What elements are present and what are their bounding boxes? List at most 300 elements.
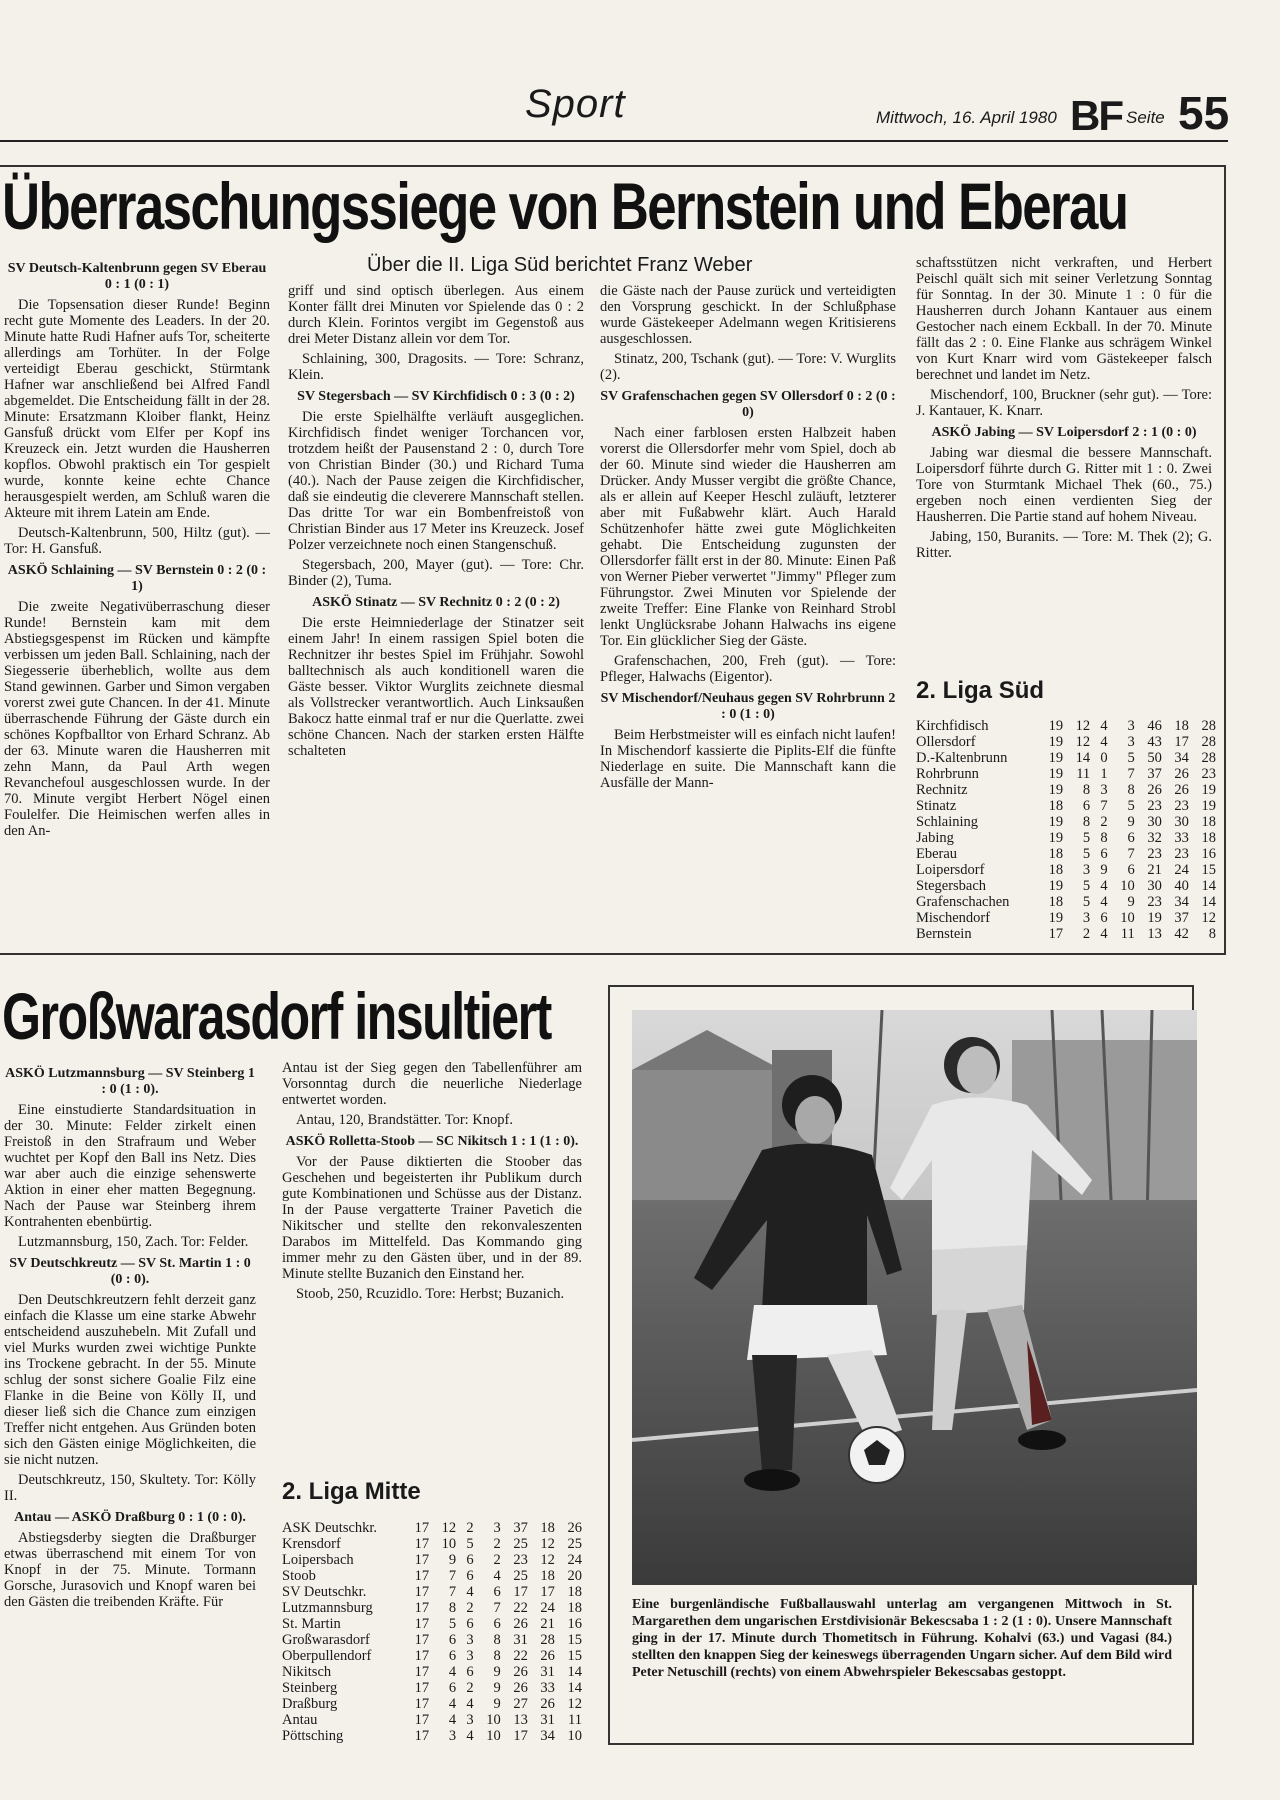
table-cell: 19	[1147, 910, 1162, 926]
story1-column-1	[4, 255, 270, 945]
table-row	[916, 878, 1216, 894]
match-result-line: Antau, 120, Brandstätter. Tor: Knopf.	[296, 1112, 513, 1128]
top-story-byline: Über die II. Liga Süd berichtet Franz Weber	[367, 254, 753, 276]
table-cell: 21	[540, 1616, 555, 1632]
table-cell: 12	[1201, 910, 1216, 926]
team-name: Loipersdorf	[916, 862, 985, 878]
table-cell: 28	[1201, 734, 1216, 750]
team-name: ASK Deutschkr.	[282, 1520, 378, 1536]
table-cell: 28	[1201, 750, 1216, 766]
table-cell: 17	[414, 1664, 430, 1680]
table-cell: 19	[1048, 718, 1064, 734]
table-cell: 26	[540, 1696, 555, 1712]
table-cell: 4	[1100, 718, 1108, 734]
table-cell: 6	[466, 1616, 474, 1632]
table-cell: 5	[1082, 894, 1091, 910]
table-cell: 28	[1201, 718, 1216, 734]
table-cell: 13	[513, 1712, 528, 1728]
match-report: Vor der Pause diktierten die Stoober das Geschehen und begeisterten ihr Publikum durch gute Kombinationen und Schüsse aus der Distanz. In der Pause vergatterte Trainer Pavetich die Nikitscher und stellte den rekonvaleszenten Darabos im Mittelfeld. Das Kommando ging immer mehr zu den Gästen über, und in der 89. Minute stellte Buzanich den Einstand her.	[282, 1154, 582, 1282]
table-cell: 3	[1082, 862, 1091, 878]
table-cell: 17	[414, 1728, 430, 1744]
table-cell: 6	[1127, 862, 1135, 878]
table-cell: 0	[1100, 750, 1108, 766]
section-title: Sport	[525, 82, 626, 126]
table-cell: 6	[1100, 910, 1108, 926]
table-cell: 18	[1201, 830, 1216, 846]
table-cell: 4	[1100, 734, 1108, 750]
table-cell: 32	[1147, 830, 1162, 846]
table-row	[282, 1600, 582, 1616]
match-heading: ASKÖ Schlaining — SV Bernstein 0 : 2 (0 : 1)	[7, 563, 267, 594]
match-report: Eine einstudierte Standardsituation in der 30. Minute: Felder zirkelt einen Freistoß in den Strafraum und Weber wuchtet per Kopf den Ball ins Netz. Dies war aber auch die einzige sehenswerte Aktion in einer eher matten Begegnung. Nach der Pause war Steinberg ihrem Kontrahenten ebenbürtig.	[4, 1102, 256, 1230]
match-report: Jabing war diesmal die bessere Mannschaft. Loipersdorf führte durch G. Ritter mit 1 : 0. Zwei Tore von Sturmtank Michael Thek (60., 75.) ergeben noch einen verdienten Sieg der Hausherren. Die Partie stand auf hohem Niveau.	[916, 445, 1212, 525]
table-cell: 11	[1120, 926, 1135, 942]
table-cell: 23	[1147, 846, 1162, 862]
match-result-line: Deutschkreutz, 150, Skultety. Tor: Kölly II.	[4, 1472, 256, 1504]
table-row	[916, 862, 1216, 878]
table-cell: 3	[466, 1648, 474, 1664]
match-report: Antau ist der Sieg gegen den Tabellenführer am Vorsonntag durch die neuerliche Niederlage entwertet worden.	[282, 1060, 582, 1108]
table-row	[916, 734, 1216, 750]
table-cell: 19	[1048, 814, 1064, 830]
team-name: Grafenschachen	[916, 894, 1010, 910]
table-cell: 2	[1082, 926, 1091, 942]
table-row	[916, 846, 1216, 862]
table-cell: 18	[1048, 862, 1064, 878]
table-cell: 13	[1147, 926, 1162, 942]
table-cell: 4	[466, 1728, 474, 1744]
match-result-line: Jabing, 150, Buranits. — Tore: M. Thek (2); G. Ritter.	[916, 529, 1212, 561]
story1-column-2	[288, 283, 584, 948]
table-row	[916, 814, 1216, 830]
table-cell: 11	[568, 1712, 582, 1728]
table-cell: 31	[540, 1712, 555, 1728]
table-cell: 2	[466, 1680, 474, 1696]
table-cell: 30	[1174, 814, 1189, 830]
team-name: Oberpullendorf	[282, 1648, 372, 1664]
table-row	[916, 830, 1216, 846]
table-cell: 8	[1208, 926, 1216, 942]
match-result-line: Stoob, 250, Rcuzidlo. Tore: Herbst; Buzanich.	[296, 1286, 565, 1302]
table-cell: 40	[1174, 878, 1189, 894]
table-row	[282, 1584, 582, 1600]
match-report: Abstiegsderby siegten die Draßburger etwas überraschend mit einem Tor von Knopf in der 75. Minute. Tormann Gorsche, Jurasovich und Knopf waren bei den Gästen die treibenden Kräfte. Für	[4, 1530, 256, 1610]
table-row	[282, 1648, 582, 1664]
table-row	[916, 910, 1216, 926]
table-cell: 3	[1082, 910, 1091, 926]
story2-column-1	[4, 1060, 256, 1780]
table-cell: 18	[1048, 798, 1064, 814]
table-cell: 18	[1174, 718, 1189, 734]
table-cell: 19	[1048, 910, 1064, 926]
table-cell: 42	[1174, 926, 1189, 942]
team-name: Pöttsching	[282, 1728, 344, 1744]
table-cell: 17	[414, 1568, 430, 1584]
table-cell: 17	[414, 1632, 430, 1648]
team-name: Rohrbrunn	[916, 766, 979, 782]
table-cell: 4	[1100, 894, 1108, 910]
football-photo-illustration	[632, 1010, 1197, 1585]
table-cell: 18	[567, 1584, 582, 1600]
table-cell: 17	[414, 1696, 430, 1712]
table-cell: 23	[1147, 798, 1162, 814]
table-cell: 17	[414, 1536, 430, 1552]
table-cell: 6	[448, 1680, 457, 1696]
table-cell: 23	[1174, 798, 1189, 814]
table-cell: 10	[486, 1712, 501, 1728]
table-row	[916, 798, 1216, 814]
team-name: St. Martin	[282, 1616, 341, 1632]
table-cell: 18	[567, 1600, 582, 1616]
table-cell: 9	[448, 1552, 457, 1568]
match-heading: Antau — ASKÖ Draßburg 0 : 1 (0 : 0).	[14, 1510, 246, 1525]
table-cell: 5	[1082, 846, 1091, 862]
table-cell: 6	[493, 1616, 501, 1632]
team-name: Mischendorf	[916, 910, 991, 926]
table-cell: 23	[1201, 766, 1216, 782]
team-name: Bernstein	[916, 926, 972, 942]
table-cell: 26	[540, 1648, 555, 1664]
table-cell: 18	[540, 1520, 555, 1536]
table-cell: 12	[441, 1520, 457, 1536]
table-cell: 37	[1174, 910, 1189, 926]
story1-column-3	[600, 283, 896, 948]
table-cell: 21	[1147, 862, 1162, 878]
table-cell: 50	[1147, 750, 1162, 766]
table-cell: 18	[540, 1568, 555, 1584]
team-name: SV Deutschkr.	[282, 1584, 367, 1600]
match-heading: ASKÖ Jabing — SV Loipersdorf 2 : 1 (0 : 0)	[931, 425, 1197, 440]
table-cell: 17	[414, 1552, 430, 1568]
table-cell: 6	[466, 1664, 474, 1680]
team-name: Jabing	[916, 830, 954, 846]
table-cell: 17	[414, 1520, 430, 1536]
standings-table	[916, 718, 1216, 942]
team-name: Stinatz	[916, 798, 957, 814]
table-cell: 17	[1048, 926, 1064, 942]
newspaper-logo: BF	[1070, 92, 1122, 139]
table-cell: 17	[513, 1584, 528, 1600]
match-result-line: Schlaining, 300, Dragosits. — Tore: Schranz, Klein.	[288, 351, 584, 383]
team-name: D.-Kaltenbrunn	[916, 750, 1008, 766]
table-row	[282, 1552, 582, 1568]
match-heading: SV Stegersbach — SV Kirchfidisch 0 : 3 (0 : 2)	[297, 389, 575, 404]
table-row	[282, 1680, 582, 1696]
team-name: Ollersdorf	[916, 734, 976, 750]
table-cell: 7	[448, 1568, 457, 1584]
table-cell: 11	[1076, 766, 1091, 782]
table-cell: 2	[466, 1600, 474, 1616]
match-heading: ASKÖ Lutzmannsburg — SV Steinberg 1 : 0 (1 : 0).	[5, 1066, 255, 1097]
team-name: Kirchfidisch	[916, 718, 989, 734]
team-name: Draßburg	[282, 1696, 338, 1712]
table-cell: 43	[1147, 734, 1162, 750]
table-cell: 14	[1201, 894, 1216, 910]
table-cell: 12	[1075, 718, 1091, 734]
table-cell: 6	[1100, 846, 1108, 862]
match-report: Nach einer farblosen ersten Halbzeit haben vorerst die Ollersdorfer mehr vom Spiel, doch ab der 60. Minute sind wieder die Hausherren am Drücker. Andy Musser vergibt die größte Chance, als er allein auf Keeper Heschl zuläuft, letzterer aber mit Fußabwehr klärt. Auch Harald Schützenhofer hätte zwei gute Möglichkeiten gehabt. Die Entscheidung zugunsten der Ollersdorfer fällt erst in der 80. Minute: Einen Paß von Werner Pieber verwertet "Jimmy" Pfleger zum Führungstor. Zwei Minuten vor Spielende der zweite Treffer: Eine Flanke von Reinhard Strobl lenkt Unglücksrabe Johann Halwachs ins eigene Tor. Ein glücklicher Sieg der Gäste.	[600, 425, 896, 649]
table-cell: 6	[1082, 798, 1091, 814]
league-table-title: 2. Liga Süd	[916, 677, 1045, 704]
table-cell: 24	[540, 1600, 555, 1616]
table-cell: 22	[513, 1648, 528, 1664]
table-cell: 8	[448, 1600, 457, 1616]
table-cell: 16	[567, 1616, 582, 1632]
table-cell: 6	[448, 1632, 457, 1648]
table-cell: 10	[1120, 878, 1135, 894]
table-cell: 9	[1127, 894, 1135, 910]
table-cell: 14	[567, 1664, 582, 1680]
table-cell: 3	[1100, 782, 1108, 798]
table-cell: 17	[513, 1728, 528, 1744]
table-cell: 24	[1174, 862, 1189, 878]
table-cell: 8	[1082, 782, 1091, 798]
header-rule	[0, 140, 1228, 142]
table-cell: 6	[466, 1552, 474, 1568]
table-cell: 4	[466, 1696, 474, 1712]
match-heading: ASKÖ Stinatz — SV Rechnitz 0 : 2 (0 : 2)	[312, 595, 560, 610]
team-name: Eberau	[916, 846, 958, 862]
table-cell: 19	[1048, 782, 1064, 798]
table-cell: 2	[1100, 814, 1108, 830]
match-result-line: Stinatz, 200, Tschank (gut). — Tore: V. Wurglits (2).	[600, 351, 896, 383]
match-heading: SV Deutschkreutz — SV St. Martin 1 : 0 (0 : 0).	[9, 1256, 251, 1287]
league-table-mitte	[282, 1520, 582, 1744]
table-cell: 8	[1127, 782, 1135, 798]
table-cell: 5	[1082, 830, 1091, 846]
table-cell: 34	[1174, 750, 1189, 766]
table-cell: 4	[448, 1696, 457, 1712]
table-cell: 10	[441, 1536, 457, 1552]
match-report: Die erste Heimniederlage der Stinatzer seit einem Jahr! In einem rassigen Spiel boten die Rechnitzer ihr bestes Spiel im Frühjahr. Sowohl balltechnisch als auch konditionell waren die Gäste besser. Viktor Wurglits zeichnete diesmal als Vollstrecker verantwortlich. Auch Linksaußen Bakocz hatte einmal traf er nur die Querlatte. zwei schöne Chancen. Nach der starken ersten Hälfte schalteten	[288, 615, 584, 759]
table-cell: 26	[567, 1520, 582, 1536]
table-cell: 7	[1100, 798, 1108, 814]
table-cell: 4	[448, 1712, 457, 1728]
table-cell: 37	[1147, 766, 1162, 782]
table-cell: 9	[493, 1664, 501, 1680]
table-row	[282, 1728, 582, 1744]
team-name: Schlaining	[916, 814, 979, 830]
table-cell: 19	[1048, 734, 1064, 750]
team-name: Antau	[282, 1712, 318, 1728]
table-cell: 12	[1075, 734, 1091, 750]
table-cell: 23	[513, 1552, 528, 1568]
table-cell: 4	[493, 1568, 501, 1584]
table-cell: 5	[1127, 798, 1135, 814]
table-cell: 17	[1174, 734, 1189, 750]
table-cell: 4	[1100, 878, 1108, 894]
table-cell: 3	[493, 1520, 501, 1536]
match-result-line: Deutsch-Kaltenbrunn, 500, Hiltz (gut). — Tor: H. Gansfuß.	[4, 525, 270, 557]
team-name: Lutzmannsburg	[282, 1600, 373, 1616]
table-cell: 9	[1100, 862, 1108, 878]
table-cell: 23	[1147, 894, 1162, 910]
table-cell: 17	[414, 1616, 430, 1632]
table-cell: 3	[1127, 734, 1135, 750]
table-row	[282, 1616, 582, 1632]
table-row	[282, 1568, 582, 1584]
table-cell: 12	[540, 1536, 555, 1552]
team-name: Stegersbach	[916, 878, 987, 894]
table-row	[282, 1696, 582, 1712]
table-cell: 9	[493, 1680, 501, 1696]
table-cell: 25	[567, 1536, 582, 1552]
table-cell: 25	[513, 1568, 528, 1584]
table-cell: 3	[466, 1712, 474, 1728]
team-name: Loipersbach	[282, 1552, 354, 1568]
match-heading: SV Mischendorf/Neuhaus gegen SV Rohrbrunn 2 : 0 (1 : 0)	[600, 691, 896, 722]
table-cell: 2	[493, 1552, 501, 1568]
table-cell: 17	[414, 1584, 430, 1600]
table-cell: 8	[1082, 814, 1091, 830]
table-cell: 17	[540, 1584, 555, 1600]
table-cell: 18	[1048, 846, 1064, 862]
table-cell: 46	[1147, 718, 1162, 734]
table-cell: 23	[1174, 846, 1189, 862]
match-heading: ASKÖ Rolletta-Stoob — SC Nikitsch 1 : 1 (1 : 0).	[285, 1134, 579, 1149]
table-cell: 17	[414, 1712, 430, 1728]
table-cell: 5	[1127, 750, 1135, 766]
table-cell: 19	[1201, 782, 1216, 798]
table-cell: 5	[448, 1616, 457, 1632]
table-cell: 28	[540, 1632, 555, 1648]
match-report: schaftsstützen nicht verkraften, und Herbert Peischl quält sich mit seiner Verletzung Sonntag für Sonntag. In der 30. Minute 1 : 0 für die Hausherren durch Johann Kantauer aus einem Gestocher nach einem Eckball. In der 70. Minute fällt das 2 : 0. Eine Flanke aus schrägem Winkel von Kurt Knarr wird vom Gästekeeper falsch berechnet und landet im Netz.	[916, 255, 1212, 383]
table-cell: 6	[1127, 830, 1135, 846]
table-cell: 7	[1127, 846, 1135, 862]
team-name: Stoob	[282, 1568, 316, 1584]
match-report: die Gäste nach der Pause zurück und verteidigten den Vorsprung geschickt. In der Schlußphase wurde Gästekeeper Adelmann wegen Kritisierens ausgeschlossen.	[600, 283, 896, 347]
table-cell: 3	[1127, 718, 1135, 734]
table-cell: 4	[448, 1664, 457, 1680]
photo-caption: Eine burgenländische Fußballauswahl unterlag am vergangenen Mittwoch in St. Margarethen dem ungarischen Erstdivisionär Bekescsaba 1 : 2 (1 : 0). Unsere Mannschaft ging in der 17. Minute durch Thometitsch in Führung. Kohalvi (63.) und Vagasi (84.) stellten den knappen Sieg der keineswegs überragenden Ungarn sicher. Auf dem Bild wird Peter Netuschill (rechts) von einem Abwehrspieler Bekescsabas gestoppt.	[632, 1597, 1172, 1680]
table-row	[916, 926, 1216, 942]
table-cell: 19	[1048, 750, 1064, 766]
table-cell: 31	[513, 1632, 528, 1648]
match-heading: SV Deutsch-Kaltenbrunn gegen SV Eberau 0 : 1 (0 : 1)	[7, 261, 267, 292]
table-cell: 19	[1201, 798, 1216, 814]
table-cell: 17	[414, 1600, 430, 1616]
table-cell: 34	[540, 1728, 555, 1744]
story1-column-4	[916, 255, 1212, 685]
table-cell: 22	[513, 1600, 528, 1616]
page-label: Seite	[1126, 108, 1165, 127]
table-cell: 6	[448, 1648, 457, 1664]
table-row	[916, 718, 1216, 734]
match-report: Die Topsensation dieser Runde! Beginn recht gute Momente des Leaders. In der 20. Minute hatte Rudi Hafner aufs Tor, scheiterte allerdings am Torhüter. In der Folge verteidigt Eberau geschickt, Stürmtank Hafner war anschließend bei Alfred Fandl abgemeldet. Die Entscheidung fällt in der 28. Minute: Ersatzmann Kloiber flankt, Heinz Gansfuß drückt vom Elfer per Kopf ins Kreuzeck ein. Jetzt wurden die Hausherren kopflos. Obwohl praktisch ein Tor gespielt wurde, konnte keine echte Chance herausgespielt werden, am Schluß waren die Akteure mit ihrem Latein am Ende.	[4, 297, 270, 521]
team-name: Steinberg	[282, 1680, 338, 1696]
table-cell: 5	[466, 1536, 474, 1552]
team-name: Rechnitz	[916, 782, 968, 798]
table-cell: 6	[493, 1584, 501, 1600]
table-cell: 8	[1100, 830, 1108, 846]
table-cell: 9	[493, 1696, 501, 1712]
table-cell: 37	[513, 1520, 528, 1536]
table-row	[916, 766, 1216, 782]
table-cell: 17	[414, 1648, 430, 1664]
table-cell: 26	[1174, 766, 1189, 782]
table-cell: 10	[567, 1728, 582, 1744]
table-row	[282, 1664, 582, 1680]
table-cell: 14	[1075, 750, 1091, 766]
table-cell: 4	[466, 1584, 474, 1600]
story2-column-2	[282, 1060, 582, 1470]
table-cell: 19	[1048, 766, 1064, 782]
table-cell: 14	[567, 1680, 582, 1696]
table-cell: 9	[1127, 814, 1135, 830]
table-cell: 26	[513, 1680, 528, 1696]
table-cell: 26	[513, 1664, 528, 1680]
table-cell: 18	[1048, 894, 1064, 910]
table-cell: 25	[513, 1536, 528, 1552]
page-number: 55	[1178, 87, 1230, 139]
match-result-line: Stegersbach, 200, Mayer (gut). — Tore: Chr. Binder (2), Tuma.	[288, 557, 584, 589]
table-cell: 7	[448, 1584, 457, 1600]
table-cell: 2	[493, 1536, 501, 1552]
table-cell: 15	[567, 1632, 582, 1648]
match-report: Die erste Spielhälfte verläuft ausgeglichen. Kirchfidisch findet weniger Torchancen vor, trotzdem heißt der Pausenstand 2 : 0, durch Tore von Christian Binder (30.) und Richard Tuma (40.). Nach der Pause zeigen die Kirchfidischer, daß sie eindeutig die cleverere Mannschaft stellen. Das dritte Tor war ein Bombenfreistoß von Christian Binder aus 17 Meter ins Kreuzeck. Josef Polzer verzeichnete noch einen Stangenschuß.	[288, 409, 584, 553]
table-cell: 3	[448, 1728, 457, 1744]
table-cell: 26	[1174, 782, 1189, 798]
team-name: Großwarasdorf	[282, 1632, 370, 1648]
second-story-headline: Großwarasdorf insultiert	[2, 979, 551, 1053]
table-cell: 19	[1048, 830, 1064, 846]
team-name: Krensdorf	[282, 1536, 341, 1552]
table-cell: 30	[1147, 878, 1162, 894]
table-cell: 19	[1048, 878, 1064, 894]
table-row	[916, 750, 1216, 766]
table-cell: 10	[486, 1728, 501, 1744]
table-cell: 31	[540, 1664, 555, 1680]
table-row	[282, 1632, 582, 1648]
table-cell: 14	[1201, 878, 1216, 894]
match-heading: SV Grafenschachen gegen SV Ollersdorf 0 : 2 (0 : 0)	[600, 389, 896, 420]
match-report: griff und sind optisch überlegen. Aus einem Konter fällt drei Minuten vor Spielende das 0 : 2 durch Klein. Forintos vergibt im Gegenstoß aus drei Meter Distanz allein vor dem Tor.	[288, 283, 584, 347]
table-cell: 7	[493, 1600, 501, 1616]
table-cell: 26	[1147, 782, 1162, 798]
match-report: Die zweite Negativüberraschung dieser Runde! Bernstein kam mit dem Abstiegsgespenst im Rücken und kämpfte verbissen um jeden Ball. Schlaining, nach der Siegesserie überheblich, wollte aus dem Stand gewinnen. Garber und Simon vergaben vorerst zwei gute Chancen. In der 41. Minute überraschende Führung der Gäste durch ein schönes Kopfballtor von Erhard Schranz. Ab der 63. Minute waren die Hausherren mit zehn Mann, da Paul Arth wegen Revanchefoul ausgeschlossen wurde. In der 70. Minute vergibt Herbert Nögel einen Foulelfer. Die Heimischen werfen alles in den An-	[4, 599, 270, 839]
table-cell: 33	[1174, 830, 1189, 846]
table-row	[282, 1712, 582, 1728]
team-name: Nikitsch	[282, 1664, 332, 1680]
table-cell: 3	[466, 1632, 474, 1648]
table-cell: 17	[414, 1680, 430, 1696]
table-cell: 4	[1100, 926, 1108, 942]
table-cell: 16	[1201, 846, 1216, 862]
table-cell: 34	[1174, 894, 1189, 910]
match-result-line: Grafenschachen, 200, Freh (gut). — Tore: Pfleger, Halwachs (Eigentor).	[600, 653, 896, 685]
match-result-line: Lutzmannsburg, 150, Zach. Tor: Felder.	[18, 1234, 249, 1250]
table-cell: 33	[540, 1680, 555, 1696]
table-cell: 12	[540, 1552, 555, 1568]
league-table-title: 2. Liga Mitte	[282, 1478, 421, 1505]
match-result-line: Mischendorf, 100, Bruckner (sehr gut). — Tore: J. Kantauer, K. Knarr.	[916, 387, 1212, 419]
table-row	[282, 1536, 582, 1552]
table-cell: 1	[1100, 766, 1108, 782]
table-row	[916, 782, 1216, 798]
table-cell: 10	[1120, 910, 1135, 926]
table-cell: 18	[1201, 814, 1216, 830]
table-cell: 20	[567, 1568, 582, 1584]
table-cell: 6	[466, 1568, 474, 1584]
match-report: Beim Herbstmeister will es einfach nicht laufen! In Mischendorf kassierte die Piplits-Elf die fünfte Niederlage en suite. Die Mannschaft kann die Ausfälle der Mann-	[600, 727, 896, 791]
table-cell: 26	[513, 1616, 528, 1632]
table-cell: 8	[493, 1632, 501, 1648]
league-table-sued	[916, 718, 1216, 942]
table-cell: 30	[1147, 814, 1162, 830]
match-report: Den Deutschkreutzern fehlt derzeit ganz einfach die Klasse um eine starke Abwehr entscheidend auszuhebeln. Mit Zufall und viel Murks wurden zwei wichtige Punkte ins Trockene gebracht. In der 55. Minute schlug der sonst sichere Goalie Filz eine Flanke in die Beine von Kölly II, und dieser ließ sich die Chance zum einzigen Treffer nicht entgehen. Aus Gründen boten sich den Gästen einige Möglichkeiten, die sie nicht nutzen.	[4, 1292, 256, 1468]
standings-table	[282, 1520, 582, 1744]
table-cell: 27	[513, 1696, 528, 1712]
